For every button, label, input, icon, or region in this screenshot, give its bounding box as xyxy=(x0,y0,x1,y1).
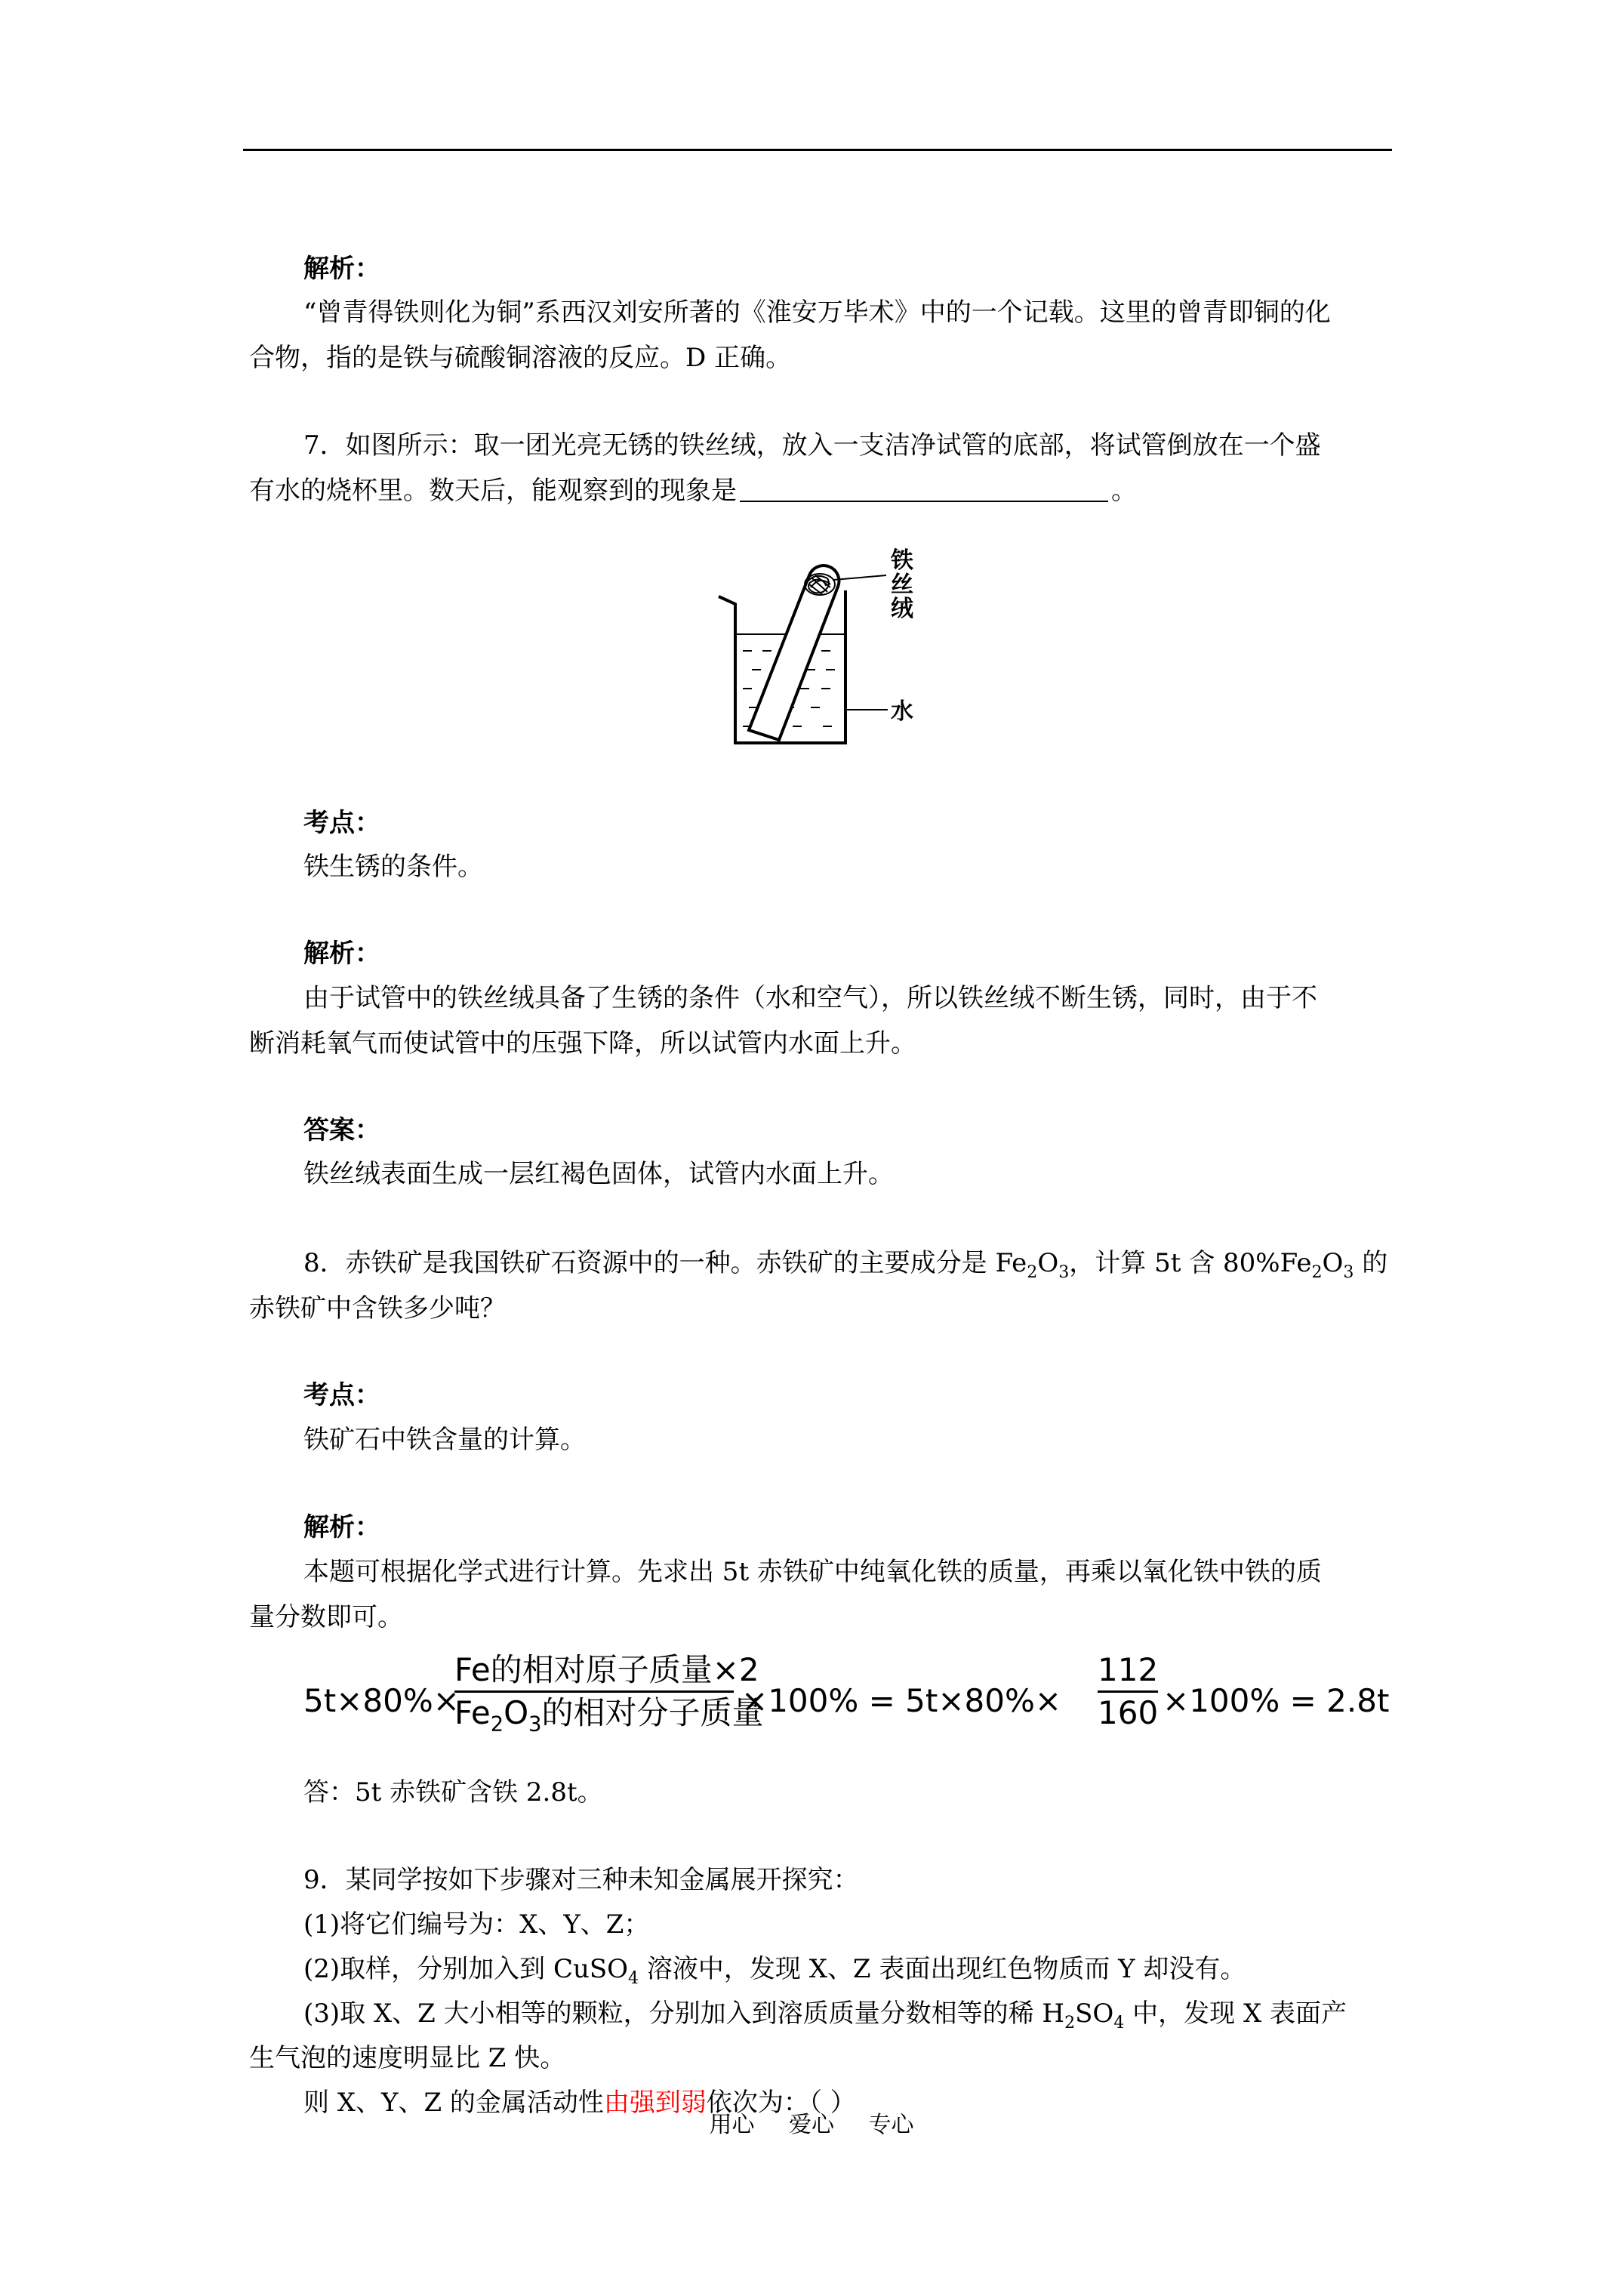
page-footer xyxy=(0,2106,1623,2139)
q7-kaodian: 铁生锈的条件。 xyxy=(303,852,483,882)
footer-item: 用心 xyxy=(709,2112,755,2138)
highlight-strong-to-weak: 由强到弱 xyxy=(603,2088,707,2118)
q8-question-line1: 8．赤铁矿是我国铁矿石资源中的一种。赤铁矿的主要成分是 $Fe_2O_3$，计算 5t 含 $80\%Fe_2O_3$ 的 xyxy=(303,1248,1388,1282)
formula-lead: 5t×80%× xyxy=(303,1682,460,1719)
q7-analysis-heading: 解析： xyxy=(303,938,380,969)
q9-step2: (2)取样，分别加入到 CuSO$_4$ 溶液中，发现 X、Z 表面出现红色物质而 Y 却没有。 xyxy=(303,1954,1246,1988)
q9-step3-line2: 生气泡的速度明显比 Z 快。 xyxy=(249,2043,566,2073)
q8-analysis-heading: 解析： xyxy=(303,1512,380,1542)
q7-answer-heading: 答案： xyxy=(303,1115,380,1145)
formula-fraction-1 xyxy=(454,1650,764,1737)
label-water: 水 xyxy=(891,698,913,725)
footer-item: 专心 xyxy=(868,2112,914,2138)
q9-final-question: 则 X、Y、Z 的金属活动性由强到弱依次为：（ ） xyxy=(303,2088,856,2118)
formula-fraction-2 xyxy=(1098,1650,1158,1734)
q8-kaodian: 铁矿石中铁含量的计算。 xyxy=(303,1425,586,1455)
q7-analysis-line1: 由于试管中的铁丝绒具备了生锈的条件（水和空气），所以铁丝绒不断生锈，同时，由于不 xyxy=(303,983,1317,1013)
q7-kaodian-heading: 考点： xyxy=(303,808,380,838)
label-iron-2: 丝 xyxy=(891,572,913,598)
q9-question-line1: 9．某同学按如下步骤对三种未知金属展开探究： xyxy=(303,1865,859,1895)
formula-fraction-2-denominator: 160 xyxy=(1098,1690,1158,1734)
formula-mid: ×100% = 5t×80%× xyxy=(741,1682,1062,1719)
footer-item: 爱心 xyxy=(789,2112,834,2138)
q7-analysis-line2: 断消耗氧气而使试管中的压强下降，所以试管内水面上升。 xyxy=(249,1028,916,1059)
formula-tail: ×100% = 2.8t xyxy=(1163,1682,1390,1719)
q7-question-line1: 7．如图所示：取一团光亮无锈的铁丝绒，放入一支洁净试管的底部，将试管倒放在一个盛 xyxy=(303,430,1321,461)
iron-mass-formula xyxy=(303,1650,1390,1748)
header-rule xyxy=(243,149,1392,151)
answer-blank xyxy=(740,478,1108,502)
q6-analysis-line1: “曾青得铁则化为铜”系西汉刘安所著的《淮安万毕术》中的一个记载。这里的曾青即铜的化 xyxy=(303,297,1331,328)
q7-answer: 铁丝绒表面生成一层红褐色固体，试管内水面上升。 xyxy=(303,1159,894,1189)
q9-step3: (3)取 X、Z 大小相等的颗粒，分别加入到溶质质量分数相等的稀 $H_2SO_4$ 中，发现 X 表面产 xyxy=(303,1999,1347,2032)
q8-answer: 答：5t 赤铁矿含铁 2.8t。 xyxy=(303,1777,603,1808)
formula-fraction-2-numerator: 112 xyxy=(1098,1651,1159,1688)
q8-analysis-line1: 本题可根据化学式进行计算。先求出 5t 赤铁矿中纯氧化铁的质量，再乘以氧化铁中铁的质 xyxy=(303,1557,1322,1587)
q6-analysis-line2: 合物，指的是铁与硫酸铜溶液的反应。D 正确。 xyxy=(249,343,792,373)
beaker-figure xyxy=(710,545,936,757)
q7-question-line2: 有水的烧杯里。数天后，能观察到的现象是 。 xyxy=(249,476,1137,506)
q8-analysis-line2: 量分数即可。 xyxy=(249,1602,403,1632)
q6-analysis-heading: 解析： xyxy=(303,254,380,284)
q9-step1: (1)将它们编号为：X、Y、Z； xyxy=(303,1909,650,1940)
label-iron-1: 铁 xyxy=(891,547,913,574)
formula-fraction-1-numerator: Fe的相对原子质量×2 xyxy=(454,1651,759,1688)
q8-kaodian-heading: 考点： xyxy=(303,1380,380,1410)
q8-question-line2: 赤铁矿中含铁多少吨？ xyxy=(249,1293,506,1324)
label-iron-3: 绒 xyxy=(891,596,913,622)
formula-fraction-1-denominator: $Fe_2O_3$的相对分子质量 xyxy=(454,1690,734,1734)
